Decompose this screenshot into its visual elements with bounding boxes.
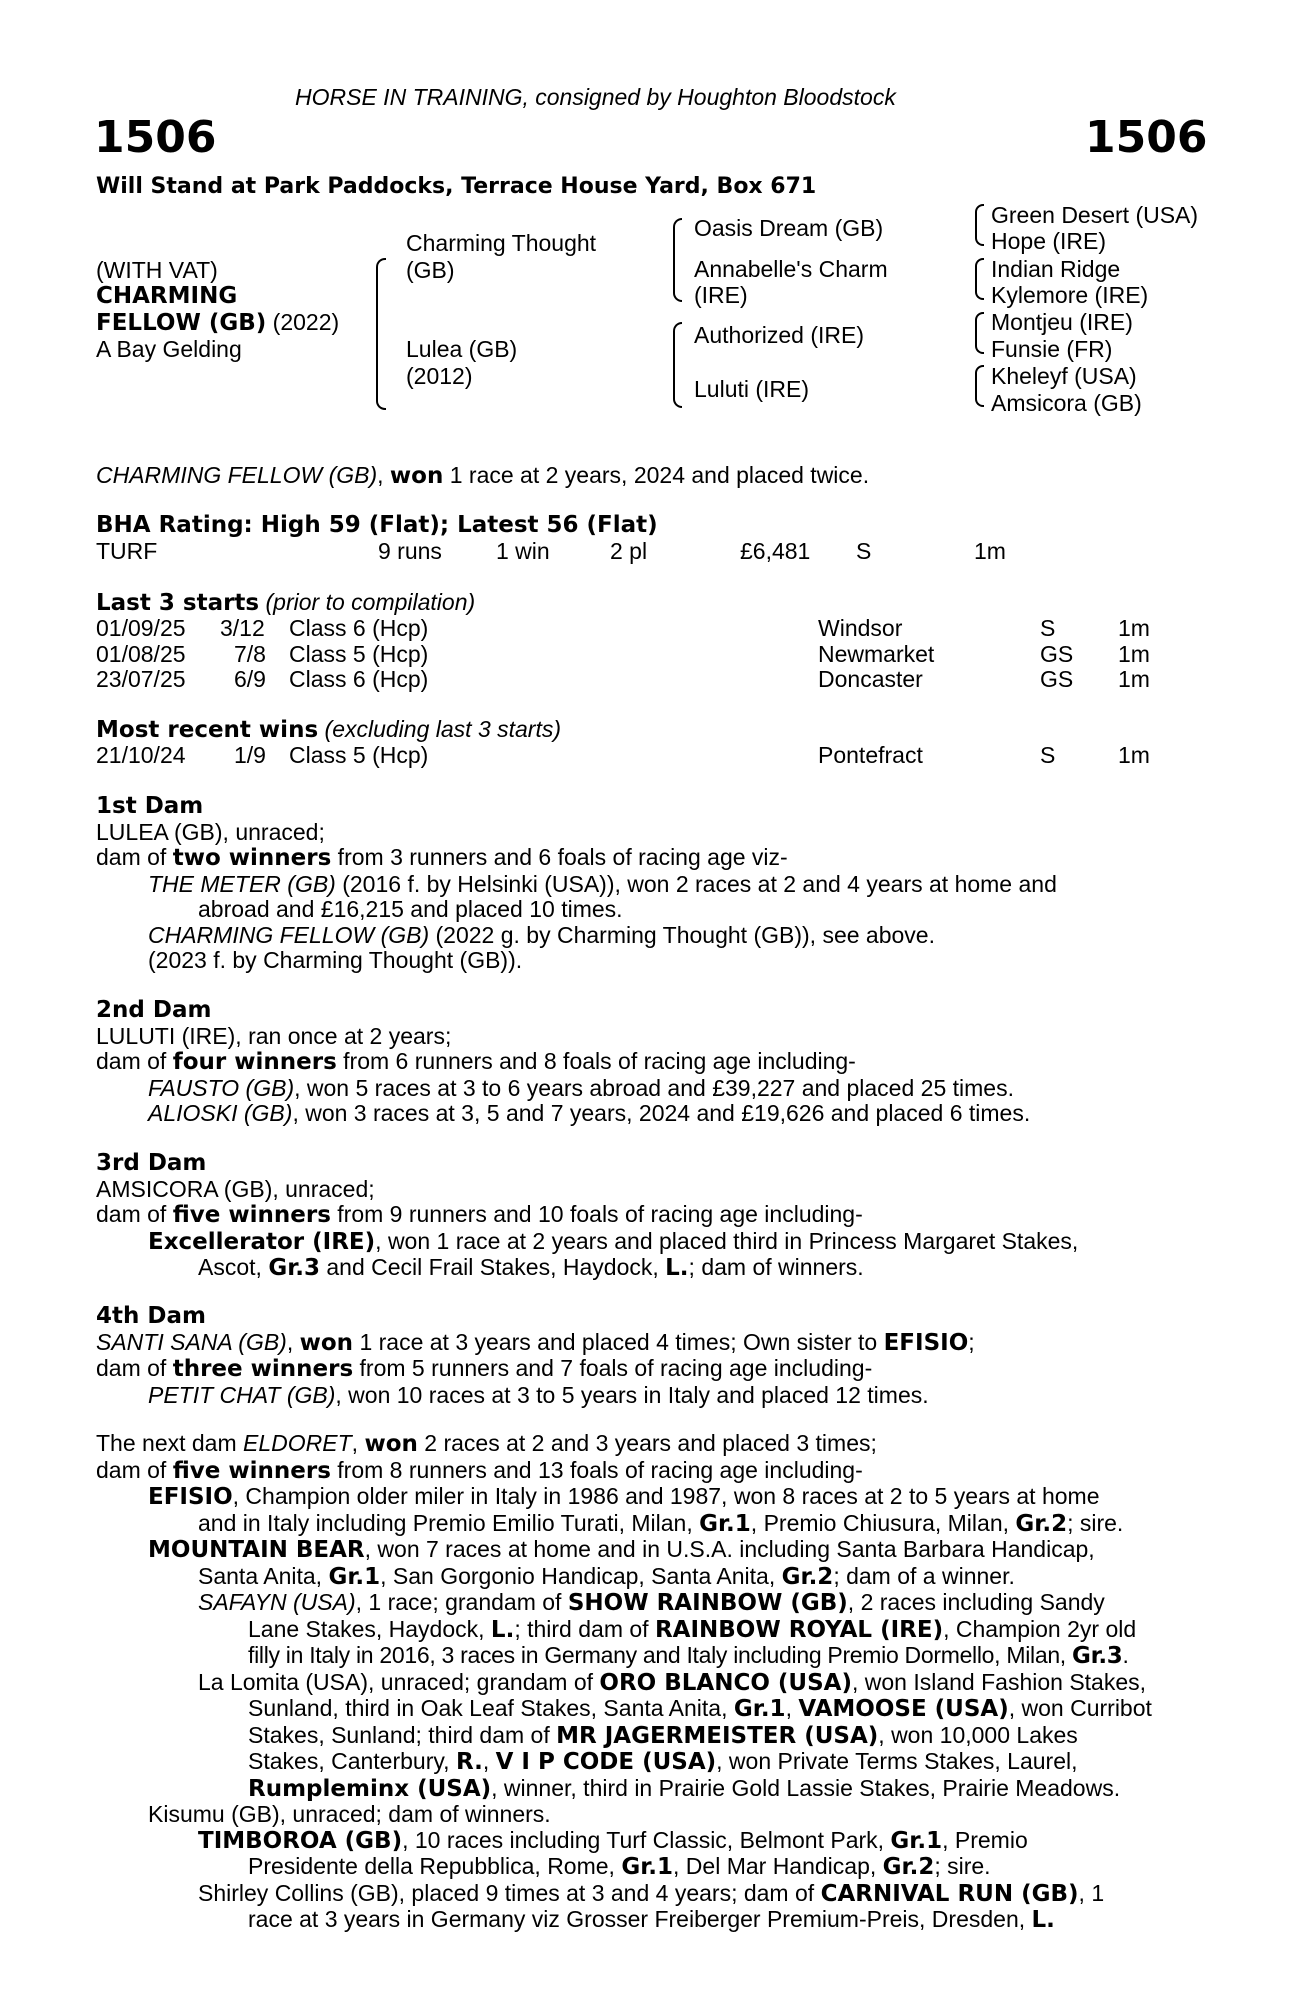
third-dam-section <box>96 1151 1200 1282</box>
section-heading: 2nd Dam <box>96 997 212 1023</box>
produce-line: Sunland, third in Oak Leaf Stakes, Santa Anita, Gr.1, VAMOOSE (USA), won Curribot <box>248 1695 1152 1722</box>
pedigree-dss: Montjeu (IRE) <box>991 309 1133 335</box>
produce-line: (2023 f. by Charming Thought (GB)). <box>148 947 523 973</box>
win-class: Class 5 (Hcp) <box>289 742 429 768</box>
win-distance: 1m <box>1118 742 1150 768</box>
dam-line: dam of two winners from 3 runners and 6 foals of racing age viz- <box>96 844 788 871</box>
foaling-year: (2022) <box>272 309 340 335</box>
produce-line: and in Italy including Premio Emilio Turati, Milan, Gr.1, Premio Chiusura, Milan, Gr.2; sire. <box>198 1509 1124 1537</box>
dam-line: dam of five winners from 9 runners and 10 foals of racing age including- <box>96 1201 863 1228</box>
horse-name: FELLOW (GB) <box>96 310 267 336</box>
win-going: S <box>1040 742 1056 768</box>
win-position: 1/9 <box>234 742 266 768</box>
pedigree-sire-sire: Oasis Dream (GB) <box>694 215 884 241</box>
recent-wins-note: (excluding last 3 starts) <box>324 716 562 742</box>
stand-location: Will Stand at Park Paddocks, Terrace House Yard, Box 671 <box>96 174 817 199</box>
start-class: Class 6 (Hcp) <box>289 615 429 641</box>
produce-line: Lane Stakes, Haydock, L.; third dam of RAINBOW ROYAL (IRE), Champion 2yr old <box>248 1615 1137 1643</box>
bha-rating: BHA Rating: High 59 (Flat); Latest 56 (Flat) <box>96 512 658 538</box>
pedigree-dam-sire: Authorized (IRE) <box>694 322 865 348</box>
produce-line: FAUSTO (GB), won 5 races at 3 to 6 years abroad and £39,227 and placed 25 times. <box>148 1074 1014 1101</box>
dam-line: SANTI SANA (GB), won 1 race at 3 years and placed 4 times; Own sister to EFISIO; <box>96 1328 975 1356</box>
produce-line: Stakes, Sunland; third dam of MR JAGERMEISTER (USA), won 10,000 Lakes <box>248 1721 1078 1749</box>
win-course: Pontefract <box>818 742 923 768</box>
start-position: 7/8 <box>234 641 266 667</box>
produce-line: Excellerator (IRE), won 1 race at 2 years and placed third in Princess Margaret Stakes, <box>148 1227 1079 1255</box>
pedigree-sds: Indian Ridge <box>991 256 1121 282</box>
pedigree-dsd: Funsie (FR) <box>991 336 1113 362</box>
lot-number-right: 1506 <box>1085 112 1208 163</box>
recent-wins-title: Most recent wins <box>96 717 319 743</box>
pedigree-brace-sire <box>673 218 682 302</box>
produce-line: Stakes, Canterbury, R., V I P CODE (USA), won Private Terms Stakes, Laurel, <box>248 1748 1078 1775</box>
pedigree-dam-dam: Luluti (IRE) <box>694 376 810 402</box>
fourth-dam-section <box>96 1304 1200 1408</box>
lot-number-left: 1506 <box>94 112 217 163</box>
dam-line: LULEA (GB), unraced; <box>96 818 325 845</box>
pedigree-brace-ss <box>975 204 984 246</box>
first-dam-section <box>96 794 1200 974</box>
produce-line: PETIT CHAT (GB), won 10 races at 3 to 5 years in Italy and placed 12 times. <box>148 1381 929 1408</box>
section-heading: 1st Dam <box>96 793 204 819</box>
pedigree-brace-sd <box>975 258 984 300</box>
produce-line: EFISIO, Champion older miler in Italy in 1986 and 1987, won 8 races at 2 to 5 years at home <box>148 1483 1100 1510</box>
record-prize: £6,481 <box>740 538 811 564</box>
dam-line: The next dam ELDORET, won 2 races at 2 and 3 years and placed 3 times; <box>96 1430 877 1457</box>
record-distance: 1m <box>974 538 1006 564</box>
pedigree-sire-dam: Annabelle's Charm <box>694 256 888 282</box>
produce-line: La Lomita (USA), unraced; grandam of ORO BLANCO (USA), won Island Fashion Stakes, <box>198 1668 1147 1696</box>
produce-line: MOUNTAIN BEAR, won 7 races at home and in U.S.A. including Santa Barbara Handicap, <box>148 1536 1095 1563</box>
summary-text: 1 race at 2 years, 2024 and placed twice. <box>443 462 870 488</box>
catalogue-subtitle: HORSE IN TRAINING, consigned by Houghton Bloodstock <box>295 84 896 110</box>
summary-won: won <box>389 463 444 489</box>
last-starts-heading <box>96 589 475 616</box>
produce-line: abroad and £16,215 and placed 10 times. <box>198 896 623 922</box>
start-date: 01/08/25 <box>96 641 186 667</box>
pedigree-sire: Charming Thought <box>406 230 597 256</box>
start-going: GS <box>1040 641 1074 667</box>
horse-description: A Bay Gelding <box>96 336 242 362</box>
pedigree-sdd: Kylemore (IRE) <box>991 282 1149 308</box>
last-starts-title: Last 3 starts <box>96 590 260 616</box>
pedigree-brace-ds <box>975 312 984 354</box>
start-date: 23/07/25 <box>96 666 186 692</box>
pedigree-brace-dam <box>673 322 682 408</box>
pedigree-dam: Lulea (GB) <box>406 336 518 362</box>
last-starts-note: (prior to compilation) <box>265 589 476 615</box>
start-going: GS <box>1040 666 1074 692</box>
summary-horse-name: CHARMING FELLOW (GB) <box>96 462 378 488</box>
produce-line: ALIOSKI (GB), won 3 races at 3, 5 and 7 years, 2024 and £19,626 and placed 6 times. <box>148 1100 1031 1126</box>
record-placed: 2 pl <box>610 538 648 564</box>
start-position: 6/9 <box>234 666 266 692</box>
dam-line: AMSICORA (GB), unraced; <box>96 1175 375 1202</box>
pedigree-ssd: Hope (IRE) <box>991 228 1107 254</box>
pedigree-dds: Kheleyf (USA) <box>991 363 1137 389</box>
horse-name-line2 <box>96 309 339 336</box>
pedigree-sss: Green Desert (USA) <box>991 202 1199 228</box>
produce-line: Rumpleminx (USA), winner, third in Prairie Gold Lassie Stakes, Prairie Meadows. <box>248 1774 1121 1802</box>
record-wins: 1 win <box>496 538 550 564</box>
pedigree-ddd: Amsicora (GB) <box>991 390 1142 416</box>
second-dam-section <box>96 998 1200 1127</box>
produce-line: CHARMING FELLOW (GB) (2022 g. by Charming Thought (GB)), see above. <box>148 921 935 948</box>
dam-line: dam of three winners from 5 runners and 7 foals of racing age including- <box>96 1355 873 1382</box>
start-position: 3/12 <box>220 615 265 641</box>
pedigree-brace-main <box>376 258 386 410</box>
record-surface: TURF <box>96 538 158 564</box>
start-course: Newmarket <box>818 641 935 667</box>
section-heading: 4th Dam <box>96 1303 206 1329</box>
start-course: Windsor <box>818 615 903 641</box>
horse-name-line1: CHARMING <box>96 283 238 309</box>
produce-line: Shirley Collins (GB), placed 9 times at 3 and 4 years; dam of CARNIVAL RUN (GB), 1 <box>198 1879 1105 1907</box>
vat-note: (WITH VAT) <box>96 257 218 283</box>
start-course: Doncaster <box>818 666 923 692</box>
produce-line: Kisumu (GB), unraced; dam of winners. <box>148 1801 551 1827</box>
win-date: 21/10/24 <box>96 742 186 768</box>
pedigree-sire-country: (GB) <box>406 257 455 283</box>
produce-line: Presidente della Repubblica, Rome, Gr.1, Del Mar Handicap, Gr.2; sire. <box>248 1853 991 1880</box>
dam-line: dam of five winners from 8 runners and 13 foals of racing age including- <box>96 1456 863 1484</box>
section-heading: 3rd Dam <box>96 1150 207 1176</box>
record-runs: 9 runs <box>378 538 442 564</box>
start-date: 01/09/25 <box>96 615 186 641</box>
record-going: S <box>856 538 872 564</box>
produce-line: TIMBOROA (GB), 10 races including Turf Classic, Belmont Park, Gr.1, Premio <box>198 1826 1028 1854</box>
start-class: Class 5 (Hcp) <box>289 641 429 667</box>
dam-line: dam of four winners from 6 runners and 8 foals of racing age including- <box>96 1048 856 1075</box>
produce-line: filly in Italy in 2016, 3 races in Germany and Italy including Premio Dormello, Milan, Gr.3. <box>248 1642 1129 1669</box>
produce-line: Santa Anita, Gr.1, San Gorgonio Handicap, Santa Anita, Gr.2; dam of a winner. <box>198 1562 1015 1590</box>
start-distance: 1m <box>1118 641 1150 667</box>
start-distance: 1m <box>1118 666 1150 692</box>
produce-line: SAFAYN (USA), 1 race; grandam of SHOW RAINBOW (GB), 2 races including Sandy <box>198 1589 1105 1616</box>
race-summary: CHARMING FELLOW (GB), won 1 race at 2 years, 2024 and placed twice. <box>96 462 870 489</box>
start-class: Class 6 (Hcp) <box>289 666 429 692</box>
produce-line: THE METER (GB) (2016 f. by Helsinki (USA)), won 2 races at 2 and 4 years at home and <box>148 870 1057 897</box>
start-going: S <box>1040 615 1056 641</box>
start-distance: 1m <box>1118 615 1150 641</box>
produce-line: Ascot, Gr.3 and Cecil Frail Stakes, Haydock, L.; dam of winners. <box>198 1254 864 1281</box>
pedigree-dam-year: (2012) <box>406 363 473 389</box>
produce-line: race at 3 years in Germany viz Grosser Freiberger Premium-Preis, Dresden, L. <box>248 1906 1055 1933</box>
recent-wins-heading <box>96 716 561 743</box>
dam-line: LULUTI (IRE), ran once at 2 years; <box>96 1022 452 1049</box>
next-dam-section <box>96 1431 1200 1934</box>
pedigree-sire-dam-country: (IRE) <box>694 282 748 308</box>
pedigree-brace-dd <box>975 365 984 407</box>
